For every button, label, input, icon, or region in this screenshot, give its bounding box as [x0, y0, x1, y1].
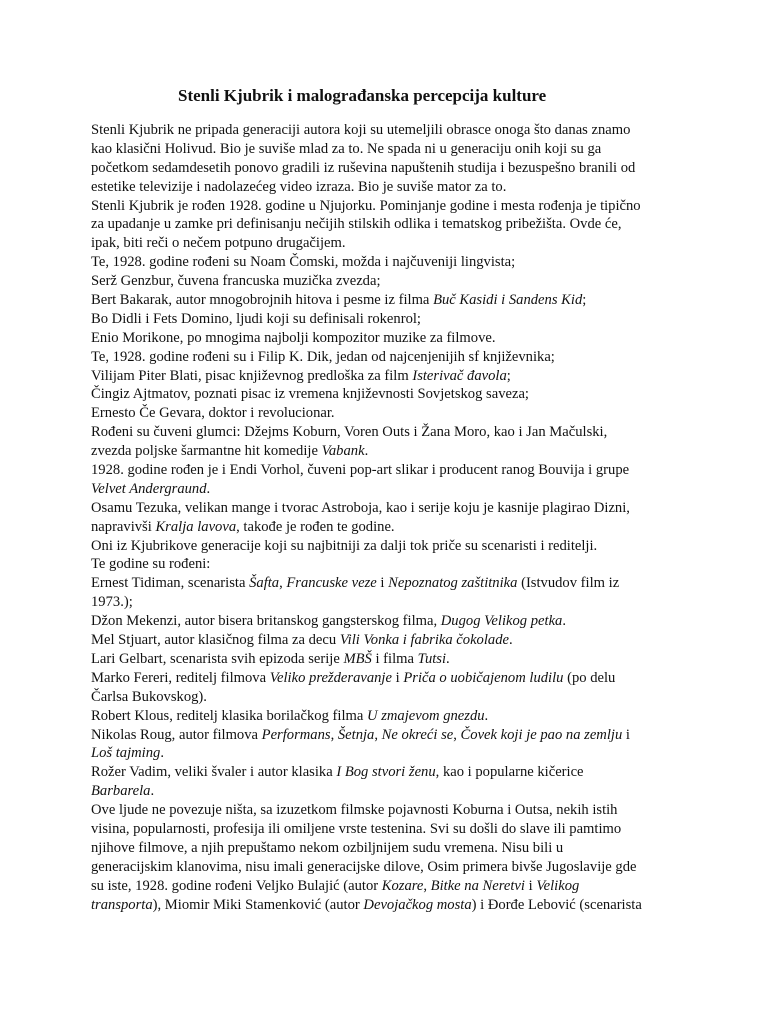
italic-title-text: Francuske veze — [286, 575, 377, 592]
text-line — [91, 518, 691, 537]
text-run: Te, 1928. godine rođeni su Noam Čomski, možda i najčuveniji lingvista; — [91, 254, 516, 271]
text-run: Mel Stjuart, autor klasičnog filma za decu — [91, 632, 340, 649]
text-run: ; — [582, 292, 587, 309]
text-line — [91, 726, 691, 745]
text-run: 1928. godine rođen je i Endi Vorhol, čuveni pop-art slikar i producent ranog Bouvija i grupe — [91, 462, 630, 479]
text-line — [91, 612, 691, 631]
text-run: . — [446, 650, 450, 667]
text-line — [91, 707, 691, 726]
text-line — [91, 253, 691, 272]
text-run: generacijskim klanovima, nisu imali generacijske dilove, Osim primera bivše Jugoslavije gde — [91, 858, 637, 875]
text-run: . — [484, 707, 489, 724]
text-run: ; — [506, 367, 511, 384]
text-line — [91, 650, 691, 669]
text-line — [91, 461, 691, 480]
italic-title-text: Šafta — [249, 575, 280, 592]
text-line — [91, 348, 691, 367]
text-run: su iste, 1928. godine rođeni Veljko Bulajić (autor — [91, 877, 382, 894]
text-run: , kao i popularne kičerice — [435, 764, 584, 781]
text-line — [91, 877, 691, 896]
text-line — [91, 480, 691, 499]
text-run: visina, popularnosti, profesija ili omiljene vrste testenina. Svi su došli do slave ili pamtimo — [91, 820, 622, 837]
italic-title-text: I Bog stvori ženu — [336, 764, 436, 781]
italic-title-text: Performans — [261, 726, 331, 743]
italic-title-text: Bitke na Neretvi — [430, 877, 525, 894]
italic-title-text: Kozare — [381, 877, 424, 894]
text-line — [91, 272, 691, 291]
text-run: . — [364, 443, 369, 460]
text-run: . — [562, 613, 567, 630]
italic-title-text: Velikog — [536, 877, 580, 894]
document-body — [91, 121, 691, 914]
italic-title-text: Dugog Velikog petka — [440, 613, 563, 630]
text-run: Stenli Kjubrik ne pripada generaciji autora koji su utemeljili obrasce onoga što danas znamo — [91, 122, 631, 138]
text-run: . — [508, 632, 513, 649]
text-line — [91, 385, 691, 404]
text-run: estetike televizije i nadolazećeg video izraza. Bio je suviše mator za to. — [91, 178, 507, 195]
text-line — [91, 178, 691, 197]
text-line — [91, 593, 691, 612]
text-run: Nikolas Roug, autor filmova — [91, 726, 262, 743]
text-run: Čarlsa Bukovskog). — [91, 688, 207, 705]
text-line — [91, 197, 691, 216]
text-run: Džon Mekenzi, autor bisera britanskog gangsterskog filma, — [91, 613, 441, 630]
italic-title-text: Velvet Andergraund — [91, 480, 207, 497]
text-run: za upadanje u zamke pri definisanju nečijih stilskih odlika i tematskog pribežišta. Ovde će, — [91, 216, 622, 233]
text-line — [91, 896, 691, 915]
text-run: Te godine su rođeni: — [91, 556, 211, 573]
italic-title-text: U zmajevom gnezdu — [367, 707, 485, 724]
italic-title-text: Barbarela — [91, 783, 151, 800]
text-line — [91, 423, 691, 442]
text-run: Bo Didli i Fets Domino, ljudi koji su definisali rokenrol; — [91, 310, 421, 327]
italic-title-text: Priča o uobičajenom ludilu — [403, 669, 564, 686]
text-run: ), Miomir Miki Stamenković (autor — [152, 896, 364, 913]
text-line — [91, 763, 691, 782]
text-run: zvezda poljske šarmantne hit komedije — [91, 443, 322, 460]
text-run: njihove filmove, a njih prepuštamo nekom ozbiljnijem sudu vremena. Nisu bili u — [91, 839, 564, 856]
text-run: Enio Morikone, po mnogima najbolji kompozitor muzike za filmove. — [91, 329, 496, 346]
text-run: (Istvudov film iz — [517, 575, 620, 592]
text-line — [91, 140, 691, 159]
text-run: Stenli Kjubrik je rođen 1928. godine u Njujorku. Pominjanje godine i mesta rođenja je tipično — [91, 197, 641, 214]
text-run: i filma — [371, 650, 418, 667]
italic-title-text: Šetnja — [337, 726, 375, 743]
text-line — [91, 574, 691, 593]
text-run: Serž Genzbur, čuvena francuska muzička zvezda; — [91, 273, 381, 290]
text-line — [91, 291, 691, 310]
text-run: ) i Đorđe Lebović (scenarista — [471, 896, 642, 913]
italic-title-text: Buč Kasidi i Sandens Kid — [433, 292, 583, 309]
text-line — [91, 329, 691, 348]
text-run: ipak, biti reči o nečem potpuno drugačijem. — [91, 235, 346, 252]
italic-title-text: Nepoznatog zaštitnika — [388, 575, 518, 592]
text-line — [91, 367, 691, 386]
text-run: Robert Klous, reditelj klasika borilačkog filma — [91, 707, 367, 724]
text-line — [91, 404, 691, 423]
text-line — [91, 310, 691, 329]
text-run: Vilijam Piter Blati, pisac književnog predloška za film — [91, 367, 413, 384]
italic-title-text: Isterivač đavola — [412, 367, 507, 384]
italic-title-text: Čovek koji je pao na zemlju — [460, 726, 623, 743]
text-line — [91, 121, 691, 140]
text-run: i — [622, 726, 630, 743]
text-run: Bert Bakarak, autor mnogobrojnih hitova i pesme iz filma — [91, 292, 434, 309]
text-line — [91, 537, 691, 556]
text-run: Te, 1928. godine rođeni su i Filip K. Dik, jedan od najcenjenijih sf književnika; — [91, 348, 555, 365]
document-title: Stenli Kjubrik i malograđanska percepcija kulture — [178, 86, 547, 105]
text-run: Oni iz Kjubrikove generacije koji su najbitniji za dalji tok priče su scenaristi i reditelji. — [91, 537, 598, 554]
text-run: 1973.); — [91, 594, 133, 611]
text-run: , — [423, 877, 431, 894]
text-run: početkom sedamdesetih ponovo gradili iz ruševina napuštenih studija i bezuspešno branili od — [91, 159, 636, 176]
text-run: Rođeni su čuveni glumci: Džejms Koburn, Voren Outs i Žana Moro, kao i Jan Mačulski, — [91, 424, 608, 441]
text-run: Osamu Tezuka, velikan mange i tvorac Astroboja, kao i serije koju je kasnije plagirao Dizni, — [91, 499, 630, 516]
italic-title-text: Kralja lavova — [155, 518, 237, 535]
italic-title-text: Loš tajming — [91, 745, 161, 762]
italic-title-text: transporta — [91, 896, 153, 913]
italic-title-text: Ne okreći se — [381, 726, 454, 743]
text-run: Ove ljude ne povezuje ništa, sa izuzetkom filmske pojavnosti Koburna i Outsa, nekih istih — [91, 802, 618, 819]
text-run: , — [330, 726, 338, 743]
italic-title-text: Vili Vonka i fabrika čokolade — [339, 632, 509, 649]
italic-title-text: Veliko prežderavanje — [269, 669, 392, 686]
text-line — [91, 159, 691, 178]
text-run: Rožer Vadim, veliki švaler i autor klasika — [91, 764, 337, 781]
text-run: Ernest Tidiman, scenarista — [91, 575, 250, 592]
text-line — [91, 499, 691, 518]
text-run: . — [150, 783, 155, 800]
text-line — [91, 669, 691, 688]
text-line — [91, 442, 691, 461]
italic-title-text: MBŠ — [343, 650, 372, 667]
text-line — [91, 782, 691, 801]
text-line — [91, 839, 691, 858]
text-line — [91, 744, 691, 763]
text-run: Ernesto Če Gevara, doktor i revolucionar. — [91, 405, 335, 422]
text-run: , takođe je rođen te godine. — [236, 518, 395, 535]
text-run: . — [160, 745, 164, 762]
text-run: , — [279, 575, 287, 592]
text-line — [91, 215, 691, 234]
text-run: , — [453, 726, 461, 743]
text-run: napravivši — [91, 518, 156, 535]
text-line — [91, 858, 691, 877]
text-line — [91, 688, 691, 707]
italic-title-text: Devojačkog mosta — [363, 896, 472, 913]
text-line — [91, 820, 691, 839]
text-line — [91, 631, 691, 650]
text-line — [91, 555, 691, 574]
text-run: . — [206, 480, 211, 497]
text-line — [91, 234, 691, 253]
text-run: i — [391, 669, 404, 686]
text-run: i — [524, 877, 537, 894]
text-run: Marko Fereri, reditelj filmova — [91, 669, 270, 686]
italic-title-text: Tutsi — [417, 650, 447, 667]
text-run: Lari Gelbart, scenarista svih epizoda serije — [91, 650, 344, 667]
text-line — [91, 801, 691, 820]
text-run: Čingiz Ajtmatov, poznati pisac iz vremena književnosti Sovjetskog saveza; — [91, 386, 529, 403]
text-run: i — [376, 575, 389, 592]
italic-title-text: Vabank — [321, 443, 365, 460]
text-run: kao klasični Holivud. Bio je suviše mlad za to. Ne spada ni u generaciju onih koji su ga — [91, 140, 602, 157]
text-run: , — [374, 726, 382, 743]
text-run: (po delu — [563, 669, 616, 686]
